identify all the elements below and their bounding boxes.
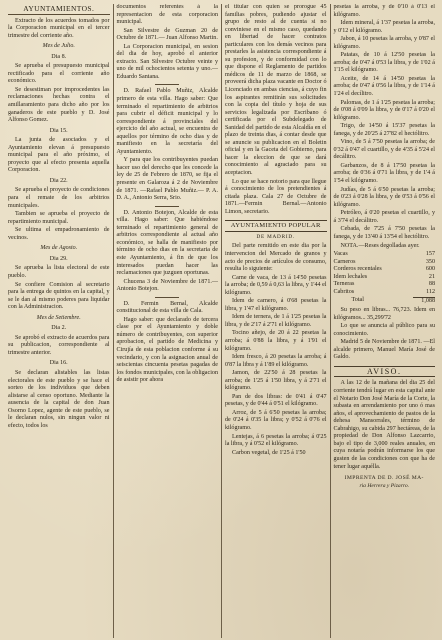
day-label: Dia 8. [51, 53, 67, 60]
reses-value: 600 [425, 266, 435, 273]
day-label: Dia 22. [49, 177, 68, 184]
section-subheading-madrid: DE MADRID. [256, 233, 296, 240]
reses-total-value: 1,088 [413, 297, 435, 305]
paragraph: D. Rafael Pablo Muñiz, Alcalde primero de esta villa. Hago saber: Que terminado el repartimiento de arbitrios para cubrir el déficit municipal y lo correspondiente á provinciales del ejercicio del año actual, se encuentra de aquellos por término de ocho dias y de manifiesto en la secretaría del Ayuntamiento. [116, 88, 218, 155]
reses-total-row [334, 297, 436, 305]
price-item: pesetas la arroba, y de 0'10 á 0'13 el kilógramo. [333, 4, 435, 18]
paragraph: Lo que se anuncia al público para su conocimiento. [333, 323, 435, 337]
column-2 [113, 4, 222, 638]
nota-heading: NOTA.—Reses degolladas ayer. [340, 243, 420, 250]
columns [5, 4, 438, 638]
reses-value: 21 [428, 273, 435, 280]
reses-label: Terneras [333, 281, 355, 288]
price-item: Lentejas, á 6 pesetas la arroba; á 0'25 la libra, y á 0'52 el kilógramo. [225, 433, 327, 448]
day-label: Dia 29. [49, 255, 68, 262]
reses-label: Corderos recentales [333, 266, 382, 273]
reses-label: Vacas [333, 250, 348, 257]
price-item: Jamon, de 22'50 á 28 pesetas la arroba; de 1'25 á 1'50 libra, y á 2'71 el kilógramo. [225, 370, 327, 392]
paragraph: Se aprueba la lista electoral de este pueblo. [8, 265, 110, 279]
column-1 [5, 4, 113, 638]
column-3 [221, 4, 330, 638]
price-item: Patatas, de 10 á 12'50 pesetas la arroba; de 0'47 á 0'53 la libra, y de 1'02 á 1'15 el kilógramo. [333, 52, 435, 74]
price-item: Vino, de 5 á 7'50 pesetas la arroba; de 0'32 á 0'47 el cuartillo, y de 4'35 á 5'24 el decálitro. [333, 139, 435, 161]
paragraph: Lo que se hace notorio para que llegue á conocimiento de los pretendientes á citada plaza. Cala 27 de Octubre de 1871.—Fermin Bernal.—Antonio Limon, secretario. [225, 178, 327, 215]
reses-total-label: Total [351, 297, 364, 304]
price-item: Palomas, de 1 á 1'25 pesetas la arroba; de 0'08 á 0'09 la libra, y de 0'17 á 0'20 el kilógramo. [333, 99, 435, 121]
reses-row [334, 289, 436, 297]
reses-row [334, 259, 436, 267]
reses-label: Idem lechales [333, 273, 368, 280]
price-item: Garbanzos, de 8 á 17'50 pesetas la arroba; de 0'36 á 0'71 la libra, y de 1'4 á 1'54 el kilógramo. [333, 162, 435, 185]
paragraph: Se declaran alistables las listas electorales de este pueblo y se hace el sorteo de los individuos que deben alistarse al censo oportuno. Mediante la ausencia de la capital de don Juan Osorno Lopez, agente de este pueblo, se le declaran nulos, sin ningun valor ni efecto, todos los [8, 369, 110, 429]
paragraph: el titular con quien se prorogue 45 familias pobres, pudiendo ajustar el grupo de resto al de cuenta si no conviniese en el mismo caso, quedando en libertad de hacer contratos particulares con los demás vecinos para prestarles la asistencia correspondiente á su profesion, y de conformidad con lo que dispone el Reglamento de partidos médicos de 11 de marzo de 1868, se proveerá dicha plaza vacante en Doctor ó Licenciado en ambas ciencias, á cuyo fin los aspirantes remitirán sus solicitudes con la copia del título y hoja de sus servicios legalizada por Escribano ó certificada por el Subdelegado de Sanidad del partido de esta Alcaldía en el plazo de treinta dias, á contar desde que se anuncie su publicacion en el Boletin oficial y en la Gaceta del Gobierno, para hacer la eleccion de que se dará conocimiento al agraciado para su aceptacion. [225, 4, 327, 177]
price-item: Tocino añejo, de 20 á 22 pesetas la arroba; á 0'88 la libra, y á 1'91 el kilógramo. [225, 330, 327, 352]
reses-row [334, 251, 436, 259]
paragraph: D. Fermin Bernal, Alcalde constitucional de esta villa de Cala. [116, 300, 218, 315]
reses-value: 88 [428, 281, 435, 288]
paragraph: San Silvestre de Guzman 20 de Octubre de 1871.— Juan Alfonso Martin. [116, 27, 218, 42]
reses-row [334, 266, 436, 274]
month-label-agosto: Mes de Agosto. [40, 245, 78, 252]
paragraph: Se aprobó el extracto de acuerdos para su publicacion, correspondiente al trimestre anterior. [8, 334, 110, 356]
price-item: Idem fresco, á 20 pesetas la arroba; á 0'87 la libra y á 1'89 el kilógramo. [225, 354, 327, 368]
imprenta-line-2: ria Herrera y Pizarro. [359, 482, 410, 489]
aviso-heading: AVISO. [334, 366, 436, 378]
paragraph: La Corporacion municipal, en sesion del dia de hoy, aprobó el anterior extracto. San Silvestre Octubre veinte y uno de mil ochocientos setenta y uno.—Eduardo Santana. [116, 43, 218, 80]
reses-value: 157 [425, 250, 435, 257]
paragraph: Se confiere Comision al secretario para la entrega de quintos en la capital, y se le dan al mismo poderes para liquidar con la Administracion. [8, 281, 110, 311]
paragraph: Se aprueba el proyecto de condiciones para el remate de los arbitrios municipales. [8, 187, 110, 209]
reses-value: 112 [426, 288, 435, 295]
paragraph: Madrid 5 de Noviembre de 1871. —El alcalde primero, Manuel María José de Galdo. [333, 339, 435, 361]
month-label-setiembre: Mes de Setiembre. [36, 314, 81, 321]
paragraph: Se ultima el empadronamiento de vecinos. [8, 227, 110, 241]
price-item: Cebada, de 7'25 á 7'50 pesetas la fanega, y de 13'40 á 13'54 el hectólitro. [333, 226, 435, 240]
reses-row [334, 274, 436, 282]
paragraph: Tambien se aprueba el proyecto de repartimiento municipal. [8, 211, 110, 225]
paragraph: Del parte remitido en este dia por la intervencion del Mercado de granos y acto de precios de artículos de consumo, resulta lo siguiente: [225, 243, 327, 273]
price-item: Carne de vaca, de 13 á 14'50 pesetas la arroba; de 0,59 á 0,63 la libra, y 1'44 el kilógramo. [225, 274, 327, 296]
price-item: Judías, de 5 á 6'50 pesetas la arroba; de 0'23 á 0'28 la libra, y de 0'53 á 0'56 el kilógramo. [333, 186, 435, 208]
imprenta-line-1: IMPRENTA DE D. JOSÉ MA- [344, 475, 424, 482]
paragraph: documentos referentes á la representacion de esta corporacion municipal. [116, 4, 218, 26]
paragraph: Y para que los contribuyentes puedan hacer uso del derecho que les concede la ley de 25 de Febrero de 1870, se fija el presente en Galaroza á 2 de Noviembre de 1871. —Rafael Pablo Muñiz.— P. A. D. A., Antonio Serra, Srio. [116, 157, 218, 202]
price-item: Pan de dos libras: de 0'41 á 0'47 pesetas, y de 0'44 á 0'51 el kilógramo. [225, 393, 327, 408]
price-item: Idem de ternera, de 1 á 1'25 pesetas la libra, y de 2'17 á 2'71 el kilógramo. [225, 314, 327, 328]
paragraph: Hago saber: que declarado de tercera clase por el Ayuntamiento y doble número de contribuyentes, con superior aprobacion, el partido de Medicina y Cirujía de esta poblacion conforme á su vecindario, y con la asignacion anual de seiscientas cincuenta pesetas pagadas de los fondos municipales, con la obligacion de asistir por ahora [116, 316, 218, 384]
divider [155, 206, 179, 207]
price-item: Idem de carnero, á 0'68 pesetas la libra, y 1'47 el kilógramo. [225, 298, 327, 312]
paragraph: Se aprueba el presupuesto municipal rectificado para el corriente año económico. [8, 63, 110, 85]
price-item: Petróleo, á 0'20 pesetas el cuartillo, y á 3'74 el decálitro. [333, 210, 435, 224]
month-label-julio: Mes de Julio. [42, 43, 75, 50]
column-4 [330, 4, 439, 638]
price-item: Aceite, de 14 á 14'50 pesetas la arroba; de 0'47 á 0'56 la libra, y de 1'14 á 1'24 el decílitro. [333, 75, 435, 98]
price-item: Jabon, á 10 pesetas la arroba, y 0'87 el kilógramo. [333, 36, 435, 50]
reses-label: Cabritos [333, 289, 355, 296]
paragraph: Chucena 3 de Noviembre de 1871.—Antonio Botejon. [116, 278, 218, 293]
paragraph: D. Antonio Botejon, Alcalde de esta villa. Hago saber: Que habiéndose terminado el repartimiento general de arbitrios correspondiente al actual año económico, se halla de manifiesto por término de ocho dias en la secretaria de este Ayuntamiento, á fin de que los interesados puedan hacer las reclamaciones que juzguen oportunas. [116, 209, 218, 277]
paragraph: La junta de asociados y el Ayuntamiento elevan á presupuesto municipal para el año próximo, el proyecto que al efecto presenta aquella Corporacion. [8, 137, 110, 174]
day-label: Dia 16. [49, 360, 68, 367]
paragraph: Se desestiman por improcedentes las reclamaciones hechas contra el amillaramiento para dicho año por los ganaderos de este pueblo y D. José Alfonso Gomez. [8, 86, 110, 124]
aviso-text: A las 12 de la mañana del dia 25 del corriente tendrá lugar en esta capital ante el Notario Don José María de la Corte, la subasta en arrendamiento por uno ó mas años, el aprovechamiento de pastos de la dehesa Mansorrales, término de Cabrahigo, su cabida 297 hectáreas, de la propiedad de Don Alfonso Lazcarrio, bajo el tipo de 3,000 reales anuales, en cuya notaría podrán informarse los que gusten de las condiciones con que ha de tener lugar aquélla. [333, 380, 435, 470]
reses-row [334, 281, 436, 289]
day-label: Dia 2. [51, 325, 67, 332]
price-item: Arroz, de 5 á 6'50 pesetas la arroba; de 0'24 á 0'35 la libra; y 0'52 á 0'76 el kilógramo. [225, 409, 327, 431]
divider [155, 84, 179, 85]
price-item: Trigo, de 14'50 á 15'37 pesetas la fanega, y de 20'25 á 27'82 el hectólitro. [333, 123, 435, 137]
day-label: Dia 15. [49, 127, 68, 134]
section-heading-ayuntamientos: AYUNTAMIENTOS. [8, 5, 110, 15]
reses-label: Carneros [333, 258, 356, 265]
reses-table [334, 251, 436, 305]
section-heading-ayuntamiento-popular: AYUNTAMIENTO POPULAR [225, 220, 327, 232]
price-item: Carbon vegetal, de 1'25 á 1'50 [232, 449, 306, 456]
extracto-intro: Extracto de los acuerdos tomados por la Corporacion municipal en el tercer trimestre del corriente año. [8, 17, 110, 39]
reses-value: 350 [425, 258, 435, 265]
divider [155, 297, 179, 298]
price-item: Idem mineral, á 1'37 pesetas la arroba, y 0'12 el kilógramo. [333, 20, 435, 34]
paragraph: Su peso en libras... 76,723. Idem en kilógramos... 35,299'72 [333, 307, 435, 321]
